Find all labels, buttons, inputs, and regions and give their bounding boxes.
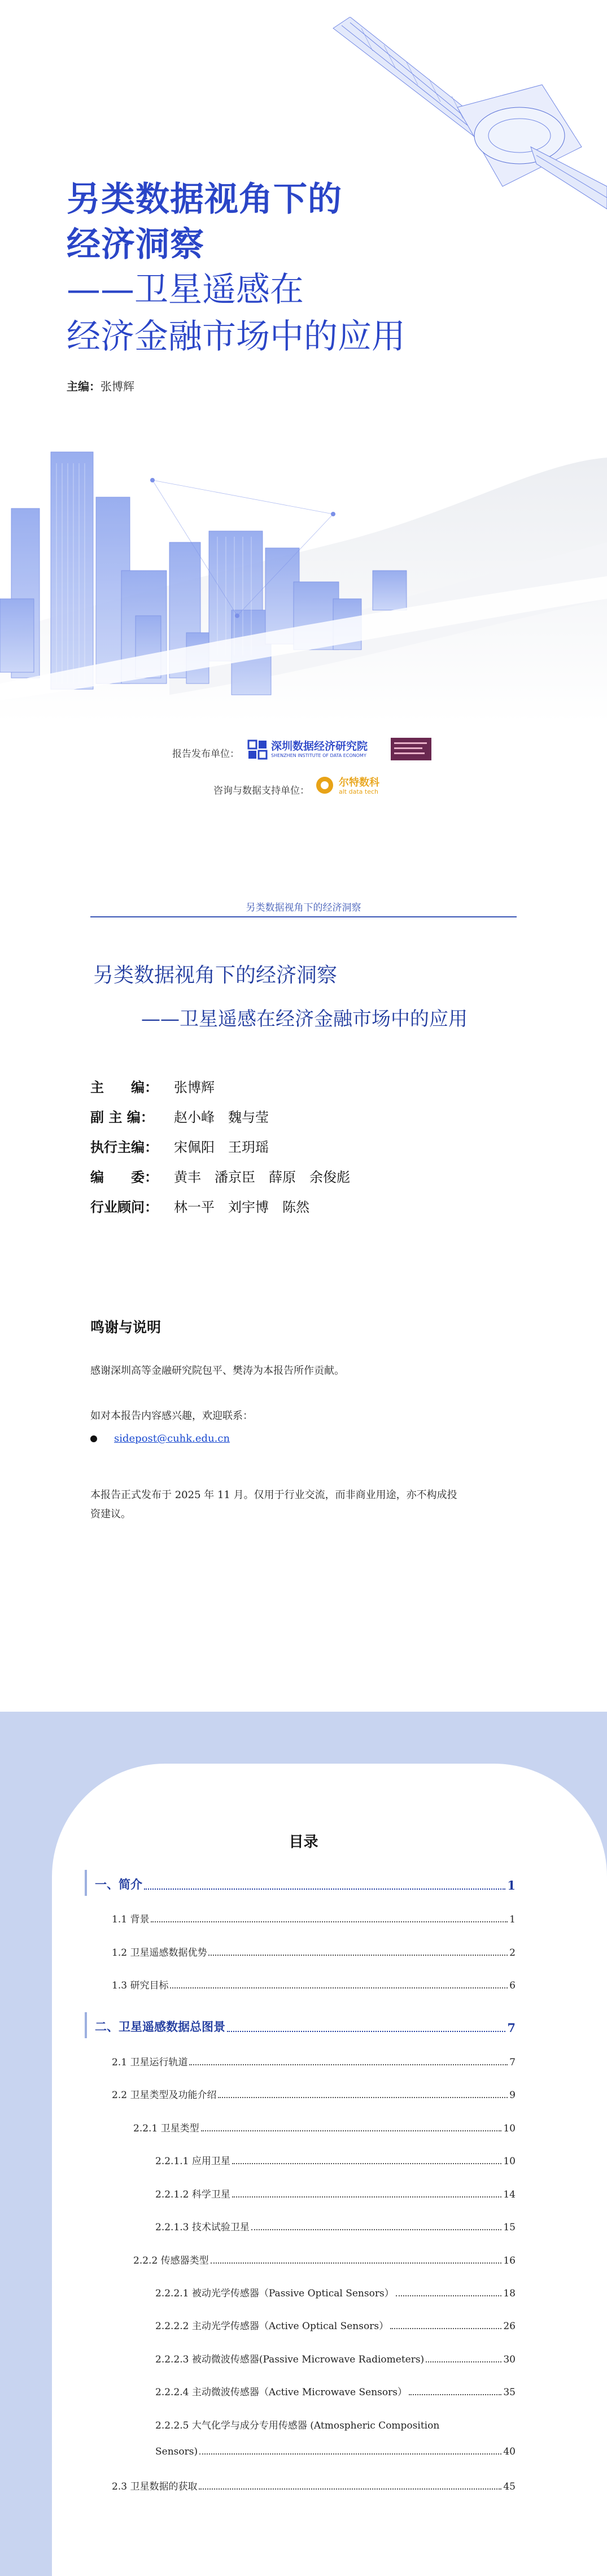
toc-entry-page: 35 [503,2387,516,2398]
credit-row [90,1076,215,1096]
credit-row [90,1106,269,1126]
credit-row [90,1166,350,1186]
ack-text: 感谢深圳高等金融研究院包平、樊涛为本报告所作贡献。 [90,1365,344,1377]
cover-subtitle-line2: 经济金融市场中的应用 [67,317,405,356]
toc-title: 目录 [289,1834,318,1851]
toc-entry[interactable] [112,1977,516,1991]
publisher-row [172,746,239,760]
publisher-name-en: SHENZHEN INSTITUTE OF DATA ECONOMY [271,753,366,758]
toc-entry-page: 40 [503,2446,516,2457]
toc-leader [232,2196,501,2198]
toc-leader [426,2361,501,2362]
cover-subtitle-line1: ——卫星遥感在 [67,270,304,310]
toc-entry-page: 2 [509,1947,516,1959]
toc-entry[interactable] [155,2446,516,2457]
toc-entry[interactable] [155,2384,516,2398]
editor-label: 主编： [67,380,101,393]
credit-role: 副 主 编： [90,1109,154,1125]
toc-entry-label: 2.2.2 传感器类型 [133,2255,209,2266]
cover-title-line2: 经济洞察 [67,225,204,264]
credits-page [0,870,607,1700]
toc-entry[interactable] [155,2153,516,2167]
editor-name: 张博辉 [101,380,134,393]
toc-leader [208,1955,508,1956]
toc-entry[interactable] [155,2219,516,2233]
toc-leader [218,2097,508,2098]
toc-entry-label: 2.2.1.3 技术试验卫星 [155,2222,250,2233]
toc-entry-label: 2.2.1.2 科学卫星 [155,2189,230,2200]
toc-page [0,1712,607,2576]
credit-role: 编 委： [90,1169,158,1185]
toc-entry-label: 1.2 卫星遥感数据优势 [112,1947,207,1959]
toc-entry-label: Sensors) [155,2446,198,2457]
running-head-rule [90,916,517,917]
toc-entry-label: 2.2.1 卫星类型 [133,2123,199,2134]
credit-row [90,1136,269,1156]
toc-leader [390,2328,501,2329]
disclaimer-line2: 资建议。 [90,1508,131,1520]
toc-leader [409,2394,501,2395]
toc-leader [211,2262,502,2264]
contact-email-row [90,1429,230,1448]
toc-entry-label: 2.3 卫星数据的获取 [112,2481,198,2492]
toc-entry-label: 2.2.2.5 大气化学与成分专用传感器 (Atmospheric Composition [155,2420,440,2431]
credit-names: 黄丰 潘京臣 薛原 余俊彪 [174,1169,350,1185]
sde-logo-icon [247,739,268,760]
toc-leader [232,2163,501,2164]
toc-entry-page: 10 [503,2123,516,2134]
bullet-icon [90,1435,97,1442]
ack-heading: 鸣谢与说明 [90,1319,161,1335]
toc-entry-page: 1 [509,1914,516,1925]
toc-entry-label: 2.2.2.4 主动微波传感器（Active Microwave Sensors） [155,2387,407,2398]
cover-page [0,0,607,859]
toc-entry-page: 18 [503,2288,516,2299]
running-head: 另类数据视角下的经济洞察 [246,902,361,913]
toc-leader [144,1889,505,1890]
toc-entry[interactable] [155,2417,516,2431]
toc-entry[interactable] [133,2252,516,2266]
city-illustration [0,429,607,723]
cover-title-line1: 另类数据视角下的 [67,180,342,219]
toc-entry[interactable] [95,2018,516,2035]
toc-entry[interactable] [133,2120,516,2134]
toc-entry-label: 2.1 卫星运行轨道 [112,2057,188,2068]
toc-entry-page: 1 [507,1878,516,1892]
toc-leader [199,2488,501,2490]
satellite-illustration [316,17,607,226]
toc-entry-page: 7 [509,2057,516,2068]
toc-entry-label: 2.2.1.1 应用卫星 [155,2156,230,2167]
toc-entry-page: 10 [503,2156,516,2167]
credits-subtitle: ——卫星遥感在经济金融市场中的应用 [141,1008,468,1030]
toc-entry[interactable] [112,2087,516,2101]
toc-entry[interactable] [112,2478,516,2492]
toc-leader [227,2031,505,2032]
toc-entry[interactable] [155,2285,516,2299]
partner-institute-logo [391,738,431,760]
toc-entry-page: 14 [503,2189,516,2200]
toc-entry-page: 7 [507,2021,516,2035]
credit-names: 宋佩阳 王玥瑶 [174,1139,269,1155]
publisher-name-cn: 深圳数据经济研究院 [271,740,368,752]
toc-entry[interactable] [155,2186,516,2200]
alt-data-logo-icon [315,776,334,795]
toc-entry-label: 二、卫星遥感数据总图景 [95,2020,225,2034]
toc-entry[interactable] [112,1944,516,1959]
toc-entry-page: 26 [503,2321,516,2332]
credit-names: 赵小峰 魏与莹 [174,1109,269,1125]
toc-leader [151,1921,508,1922]
toc-leader [189,2064,508,2065]
credit-role: 行业顾问： [90,1199,158,1215]
toc-entry-page: 30 [503,2354,516,2365]
toc-leader [396,2295,502,2296]
toc-entry[interactable] [155,2351,516,2365]
credit-row [90,1196,309,1216]
contact-email-link[interactable]: sidepost@cuhk.edu.cn [114,1433,230,1444]
credit-names: 张博辉 [174,1080,215,1095]
toc-entry-page: 15 [503,2222,516,2233]
toc-leader [199,2453,501,2455]
toc-entry-label: 2.2.2.3 被动微波传感器(Passive Microwave Radiometers) [155,2354,425,2365]
contact-text: 如对本报告内容感兴趣，欢迎联系： [90,1410,253,1422]
credit-role: 执行主编： [90,1139,158,1155]
cover-editor [67,377,134,394]
toc-entry-label: 2.2.2.2 主动光学传感器（Active Optical Sensors） [155,2321,389,2332]
toc-entry-page: 6 [509,1980,516,1991]
toc-entry-label: 一、简介 [95,1877,142,1891]
credits-title: 另类数据视角下的经济洞察 [93,964,338,987]
partner-name-en: alt data tech [339,788,378,795]
toc-entry-page: 9 [509,2090,516,2101]
toc-entry-label: 2.2.2.1 被动光学传感器（Passive Optical Sensors） [155,2288,394,2299]
toc-entry-label: 2.2 卫星类型及功能介绍 [112,2090,217,2101]
toc-entry-label: 1.3 研究目标 [112,1980,169,1991]
credit-names: 林一平 刘宇博 陈然 [174,1199,309,1215]
toc-entry[interactable] [155,2318,516,2332]
toc-entry[interactable] [95,1876,516,1892]
section-marker [85,2012,87,2038]
disclaimer-line1: 本报告正式发布于 2025 年 11 月。仅用于行业交流，而非商业用途，亦不构成投 [90,1489,457,1501]
partner-label: 咨询与数据支持单位： [213,785,309,797]
publisher-label: 报告发布单位： [172,749,239,760]
partner-name-cn: 尔特数科 [339,777,379,789]
toc-leader [251,2229,501,2230]
credit-role: 主 编： [90,1079,158,1095]
toc-entry[interactable] [112,2054,516,2068]
partner-row [213,782,309,797]
toc-leader [201,2130,502,2131]
toc-leader [170,1987,508,1988]
toc-entry-label: 1.1 背景 [112,1914,150,1925]
section-marker [85,1870,87,1896]
toc-entry-page: 45 [503,2481,516,2492]
toc-entry[interactable] [112,1911,516,1925]
toc-entry-page: 16 [503,2255,516,2266]
